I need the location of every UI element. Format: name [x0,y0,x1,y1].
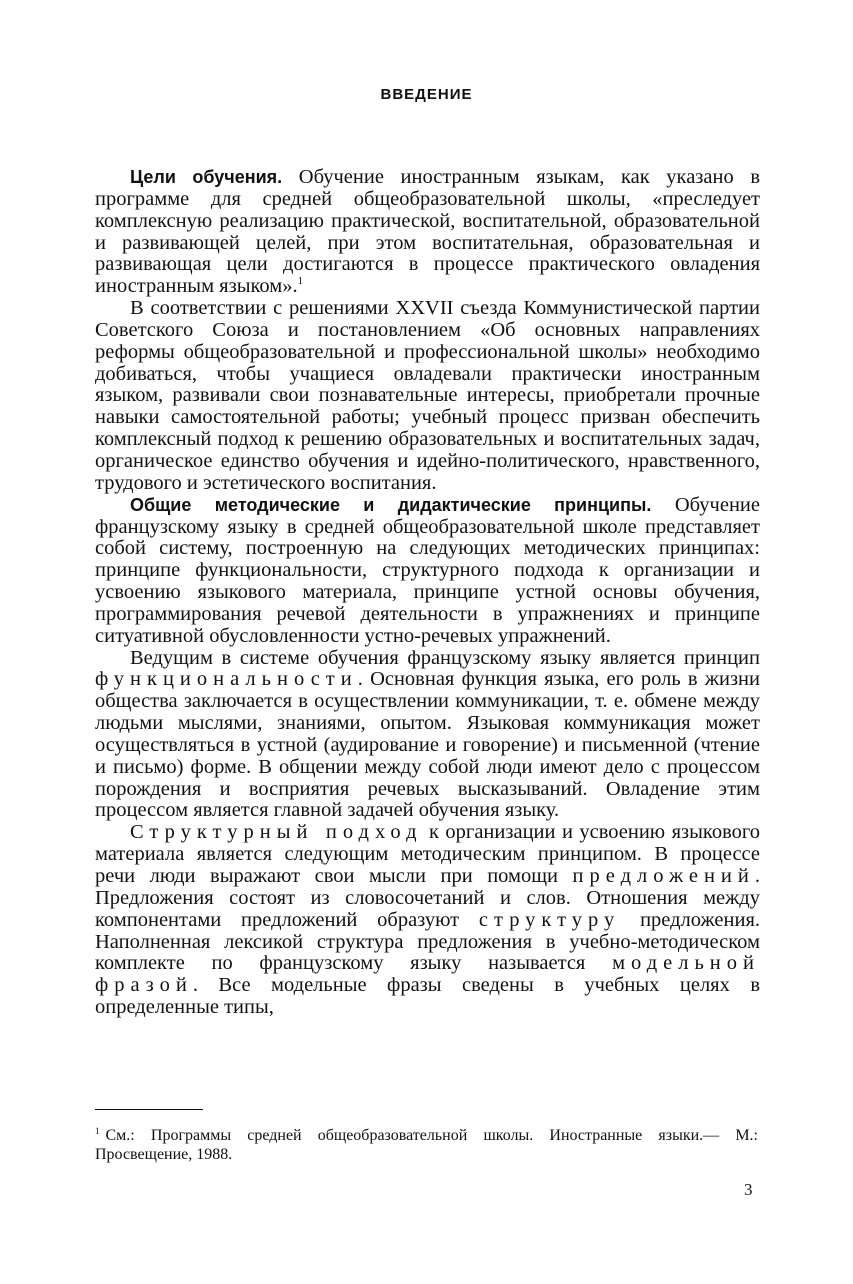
chapter-heading: ВВЕДЕНИЕ [380,86,473,103]
paragraph-functionality [95,648,760,823]
paragraph-principles [95,495,760,648]
paragraph-goals [95,167,760,298]
footnote-mark: 1 [95,1126,100,1136]
paragraph-goals-text: Обучение иностранным языкам, как указано в программе для средней общеобразовательной школы, «преследует комплексную реализацию практической, воспитательной, образовательной и развивающей целей, при этом воспитательная, образовательная и развивающая цели достигаются в процессе практического овладения иностранным языком». [95,166,761,298]
footnote-text: См.: Программы средней общеобразовательной школы. Иностранные языки.— М.: Просвещение, 1988. [95,1127,758,1163]
spaced-term-structural-approach: Структурный подход [130,821,423,844]
footnote-reference: 1 [297,275,304,288]
functionality-text-before: Ведущим в системе обучения французскому языку является принцип [130,646,760,669]
paragraph-structural [95,822,760,1019]
paragraph-principles-text: Обучение французскому языку в средней общеобразовательной школе представляет собой систему, построенную на следующих методических принципах: принципе функциональности, структурного подхода к организации и усвоению языкового материала, принципе устной основы обучения, программирования речевой деятельности в упражнениях и принципе ситуативной обусловленности устно-речевых упражнений. [95,493,760,647]
spaced-term-model-phrase: модельной фразой [95,952,760,997]
structural-text-3: предложения. Наполненная лексикой структура предложения в учебно-методическом комплекте по французскому языку называется [95,908,761,975]
structural-text-2: . Предложения состоят из словосочетаний и слов. Отношения между компонентами предложений образуют [95,865,760,931]
footnote-divider [95,1109,203,1110]
functionality-text-after: . Основная функция языка, его роль в жизни общества заключается в осуществлении коммуникации, т. е. обмене между людьми мыслями, знаниями, опытом. Языковая коммуникация может осуществляться в устной (аудирование и говорение) и письменной (чтение и письмо) форме. В общении между собой люди имеют дело с процессом порождения и восприятия речевых высказываний. Овладение этим процессом является главной задачей обучения языку. [95,668,760,822]
footnote [95,1126,758,1164]
paragraph-congress: В соответствии с решениями XXVII съезда Коммунистической партии Советского Союза и постановлением «Об основных направлениях реформы общеобразовательной и профессиональной школы» необходимо добиваться, чтобы учащиеся овладевали практически иностранным языком, развивали свои познавательные интересы, приобретали прочные навыки самостоятельной работы; учебный процесс призван обеспечить комплексный подход к решению образовательных и воспитательных задач, органическое единство обучения и идейно-политического, нравственного, трудового и эстетического воспитания. [95,297,760,494]
paragraph-lead-goals: Цели обучения. [130,167,283,187]
page-number: 3 [744,1180,753,1199]
spaced-term-functionality: функциональности [95,668,358,691]
body-text [95,167,760,1019]
paragraph-lead-principles: Общие методические и дидактические принципы. [130,494,652,515]
spaced-term-sentences: предложений [572,865,755,887]
structural-text-4: . Все модельные фразы сведены в учебных целях в определенные типы, [95,974,760,1019]
structural-text-1: к организации и усвоению языкового материала является следующим методическим принципом. В процессе речи люди выражают свои мысли при помощи [95,821,760,887]
spaced-term-structure: структуру [478,908,621,931]
